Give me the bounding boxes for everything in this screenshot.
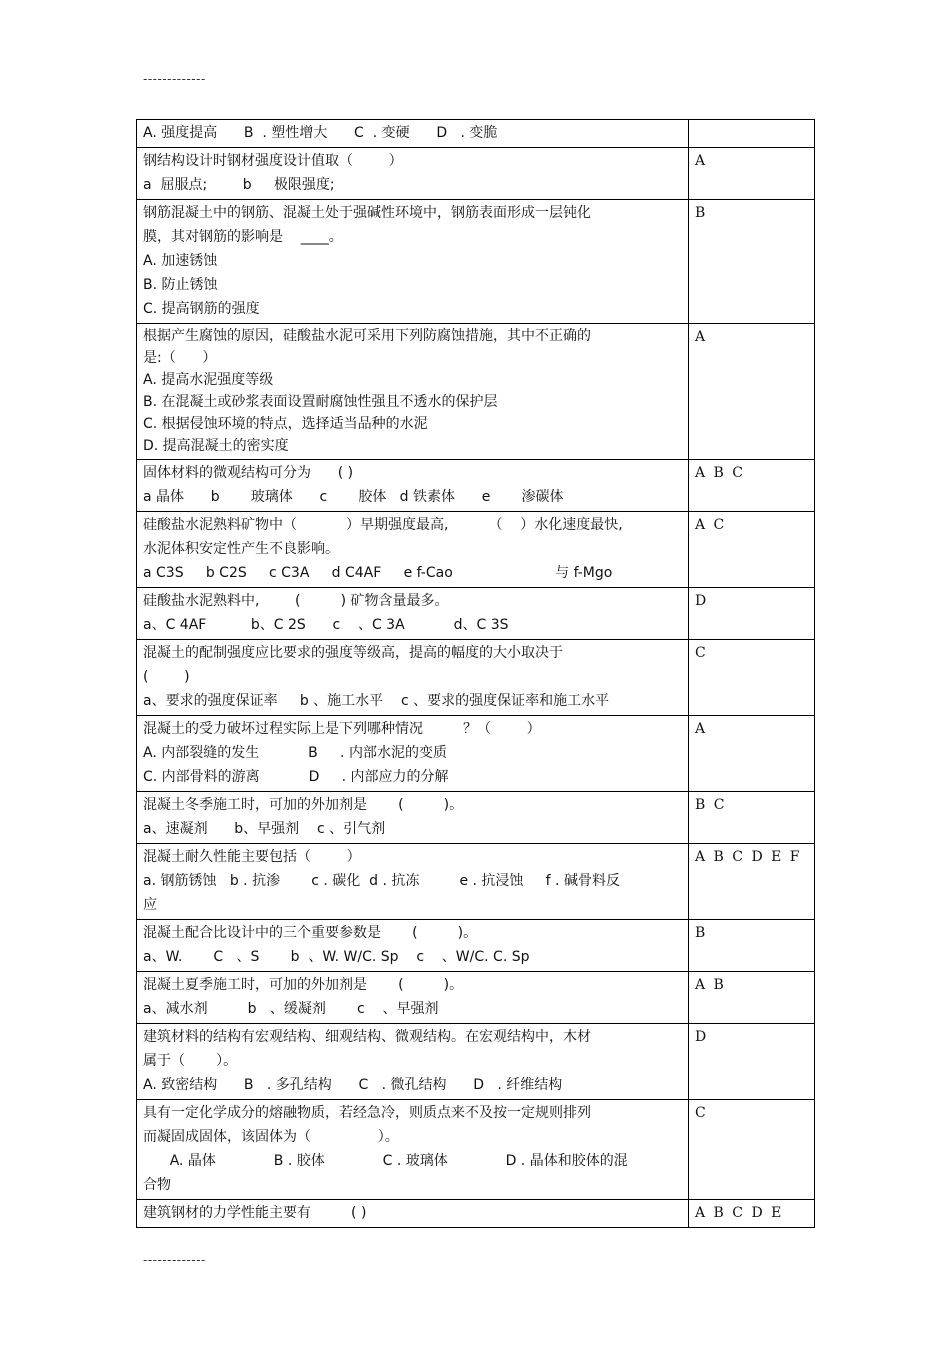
table-row [137,200,815,324]
table-row [137,792,815,844]
question-line: B. 防止锈蚀 [143,277,218,293]
question-line: 属于（ ）。 [143,1053,238,1069]
answer-cell: A [689,324,815,460]
question-line: A. 致密结构 B . 多孔结构 C . 微孔结构 D . 纤维结构 [143,1077,563,1093]
question-line: 混凝土耐久性能主要包括（ ） [143,849,361,865]
question-line: a 屈服点; b 极限强度; [143,177,335,193]
question-line: A. 晶体 B . 胶体 C . 玻璃体 D . 晶体和胶体的混 [143,1153,628,1169]
question-table-body [137,120,815,1228]
table-row [137,640,815,716]
answer-cell: A [689,716,815,792]
answer-cell [689,120,815,148]
question-line: 膜，其对钢筋的影响是 ____。 [143,229,343,245]
question-line: 混凝土的配制强度应比要求的强度等级高，提高的幅度的大小取决于 [143,645,563,661]
table-row [137,1200,815,1228]
table-row [137,972,815,1024]
question-line: 混凝土冬季施工时，可加的外加剂是 ( )。 [143,797,464,813]
question-cell [137,148,689,200]
question-line: A. 加速锈蚀 [143,253,218,269]
question-line: ( ) [143,669,190,685]
question-cell [137,920,689,972]
header-dashes: ------------- [143,72,206,86]
answer-cell: C [689,640,815,716]
question-line: 根据产生腐蚀的原因，硅酸盐水泥可采用下列防腐蚀措施，其中不正确的 [143,328,591,344]
answer-cell: A [689,148,815,200]
question-line: 合物 [143,1177,171,1193]
table-row [137,920,815,972]
question-cell [137,1100,689,1200]
question-cell [137,1200,689,1228]
question-answer-table [136,119,815,1228]
question-line: a. 钢筋锈蚀 b . 抗渗 c . 碳化 d . 抗冻 e . 抗浸蚀 f . 碱骨料反 [143,873,620,889]
table-row [137,512,815,588]
question-cell [137,588,689,640]
question-cell [137,1024,689,1100]
table-row [137,716,815,792]
question-line: C. 根据侵蚀环境的特点，选择适当品种的水泥 [143,416,428,432]
question-line: 硅酸盐水泥熟料中, ( ) 矿物含量最多。 [143,593,449,609]
question-line: 而凝固成固体，该固体为（ ）。 [143,1129,399,1145]
answer-cell: B C [689,792,815,844]
question-line: B. 在混凝土或砂浆表面设置耐腐蚀性强且不透水的保护层 [143,394,498,410]
question-line: 混凝土的受力破坏过程实际上是下列哪种情况 ？（ ） [143,721,541,737]
question-line: a、速凝剂 b、早强剂 c 、引气剂 [143,821,386,837]
answer-cell: C [689,1100,815,1200]
question-line: A. 内部裂缝的发生 B . 内部水泥的变质 [143,745,447,761]
question-line: 混凝土夏季施工时，可加的外加剂是 ( )。 [143,977,464,993]
question-line: a、W. C 、S b 、W. W/C. Sp c 、W/C. C. Sp [143,949,530,965]
table-row [137,1024,815,1100]
question-cell [137,200,689,324]
question-line: 硅酸盐水泥熟料矿物中（ ）早期强度最高, （ ）水化速度最快, [143,517,623,533]
question-cell [137,792,689,844]
table-row [137,588,815,640]
question-cell [137,972,689,1024]
question-line: 水泥体积安定性产生不良影响。 [143,541,339,557]
question-cell [137,324,689,460]
table-row [137,460,815,512]
question-line: C. 提高钢筋的强度 [143,301,260,317]
question-line: a 晶体 b 玻璃体 c 胶体 d 铁素体 e 渗碳体 [143,489,564,505]
question-line: a、要求的强度保证率 b 、施工水平 c 、要求的强度保证率和施工水平 [143,693,610,709]
answer-cell: A B C D E F [689,844,815,920]
question-line: 具有一定化学成分的熔融物质，若经急冷，则质点来不及按一定规则排列 [143,1105,591,1121]
question-line: 应 [143,897,157,913]
question-line: 混凝土配合比设计中的三个重要参数是 ( )。 [143,925,478,941]
answer-cell: B [689,920,815,972]
answer-cell: B [689,200,815,324]
table-row [137,1100,815,1200]
question-cell [137,716,689,792]
question-line: 建筑材料的结构有宏观结构、细观结构、微观结构。在宏观结构中，木材 [143,1029,591,1045]
question-line: D. 提高混凝土的密实度 [143,438,289,454]
table-row [137,844,815,920]
footer-dashes: ------------- [143,1253,206,1267]
answer-cell: D [689,1024,815,1100]
question-cell [137,120,689,148]
question-line: C. 内部骨料的游离 D . 内部应力的分解 [143,769,449,785]
question-line: a C3S b C2S c C3A d C4AF e f-Cao 与 f-Mgo [143,565,613,581]
answer-cell: A B [689,972,815,1024]
question-cell [137,512,689,588]
answer-cell: A B C D E [689,1200,815,1228]
question-line: A. 强度提高 B . 塑性增大 C . 变硬 D . 变脆 [143,125,498,141]
question-line: A. 提高水泥强度等级 [143,372,274,388]
table-row [137,120,815,148]
answer-cell: A C [689,512,815,588]
question-line: a、C 4AF b、C 2S c 、C 3A d、C 3S [143,617,509,633]
question-line: 钢筋混凝土中的钢筋、混凝土处于强碱性环境中，钢筋表面形成一层钝化 [143,205,591,221]
question-line: 建筑钢材的力学性能主要有 ( ) [143,1205,367,1221]
answer-cell: D [689,588,815,640]
question-cell [137,460,689,512]
question-line: 固体材料的微观结构可分为 ( ) [143,465,354,481]
table-row [137,148,815,200]
question-line: 是:（ ） [143,350,217,366]
question-cell [137,640,689,716]
answer-cell: A B C [689,460,815,512]
question-line: 钢结构设计时钢材强度设计值取（ ） [143,153,403,169]
table-row [137,324,815,460]
question-cell [137,844,689,920]
question-line: a、减水剂 b 、缓凝剂 c 、早强剂 [143,1001,439,1017]
